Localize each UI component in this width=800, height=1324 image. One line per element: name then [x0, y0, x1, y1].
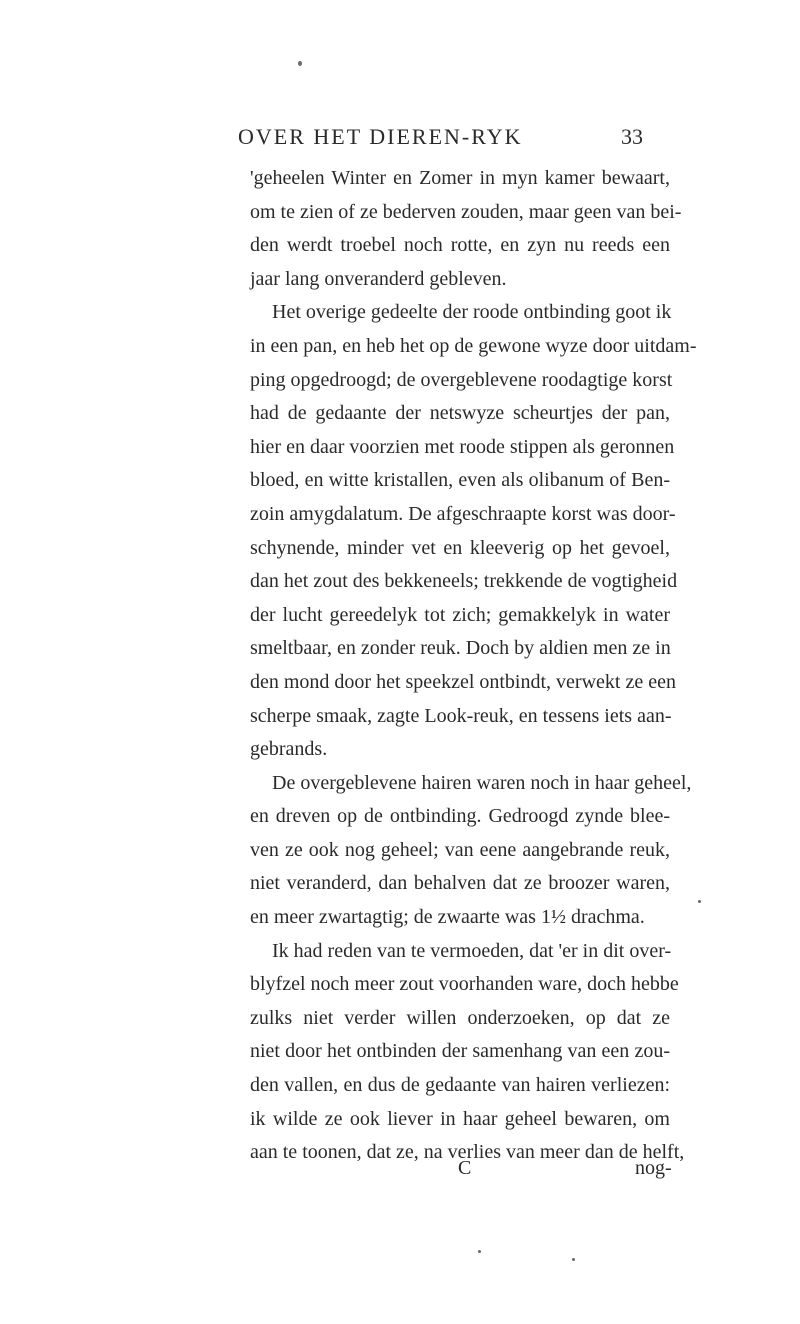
text-line: jaar lang onveranderd gebleven. [250, 267, 507, 290]
text-line: niet door het ontbinden der samenhang van een zou- [250, 1040, 670, 1063]
text-line: ik wilde ze ook liever in haar geheel bewaren, om [250, 1107, 670, 1130]
text-line: den werdt troebel noch rotte, en zyn nu reeds een [250, 234, 670, 257]
text-line: om te zien of ze bederven zouden, maar geen van bei- [250, 200, 682, 223]
page-footer [250, 1157, 670, 1189]
text-line: hier en daar voorzien met roode stippen als geronnen [250, 435, 675, 458]
body-text [250, 162, 697, 1170]
text-line: der lucht gereedelyk tot zich; gemakkelyk in water [250, 603, 670, 626]
text-line: en dreven op de ontbinding. Gedroogd zynde blee- [250, 805, 670, 828]
text-line: zulks niet verder willen onderzoeken, op dat ze [250, 1006, 670, 1029]
text-line: Het overige gedeelte der roode ontbinding goot ik [272, 301, 672, 324]
text-line: den mond door het speekzel ontbindt, verwekt ze een [250, 670, 676, 693]
text-line: bloed, en witte kristallen, even als olibanum of Ben- [250, 469, 670, 492]
page-number: 33 [621, 124, 643, 149]
text-line: smeltbaar, en zonder reuk. Doch by aldien men ze in [250, 637, 671, 660]
text-line: 'geheelen Winter en Zomer in myn kamer bewaart, [250, 167, 670, 189]
text-line: en meer zwartagtig; de zwaarte was 1½ drachma. [250, 906, 645, 929]
text-line: De overgeblevene hairen waren noch in haar geheel, [272, 771, 692, 794]
text-line: blyfzel noch meer zout voorhanden ware, doch hebbe [250, 973, 679, 996]
running-title: OVER HET DIEREN-RYK [238, 124, 523, 149]
text-line: niet veranderd, dan behalven dat ze broozer waren, [250, 872, 670, 895]
ink-speck [572, 1258, 575, 1261]
text-line: den vallen, en dus de gedaante van hairen verliezen: [250, 1074, 670, 1097]
text-line: scherpe smaak, zagte Look-reuk, en tessens iets aan- [250, 704, 672, 727]
text-line: ping opgedroogd; de overgeblevene roodagtige korst [250, 368, 673, 391]
text-line: had de gedaante der netswyze scheurtjes der pan, [250, 402, 670, 425]
text-line: in een pan, en heb het op de gewone wyze door uitdam- [250, 334, 697, 357]
text-line: aan te toonen, dat ze, na verlies van meer dan de helft, [250, 1141, 685, 1164]
text-line: ven ze ook nog geheel; van eene aangebrande reuk, [250, 838, 670, 861]
signature-mark: C [458, 1157, 472, 1179]
text-line: Ik had reden van te vermoeden, dat 'er in dit over- [272, 939, 672, 962]
text-line: dan het zout des bekkeneels; trekkende de vogtigheid [250, 570, 678, 593]
text-line: zoin amygdalatum. De afgeschraapte korst was door- [250, 502, 676, 525]
catchword: nog- [635, 1157, 672, 1179]
text-line: schynende, minder vet en kleeverig op het gevoel, [250, 536, 670, 559]
running-header [238, 124, 658, 158]
text-line: gebrands. [250, 738, 328, 761]
ink-speck [298, 61, 302, 66]
ink-speck [478, 1250, 481, 1253]
ink-speck [698, 900, 701, 903]
